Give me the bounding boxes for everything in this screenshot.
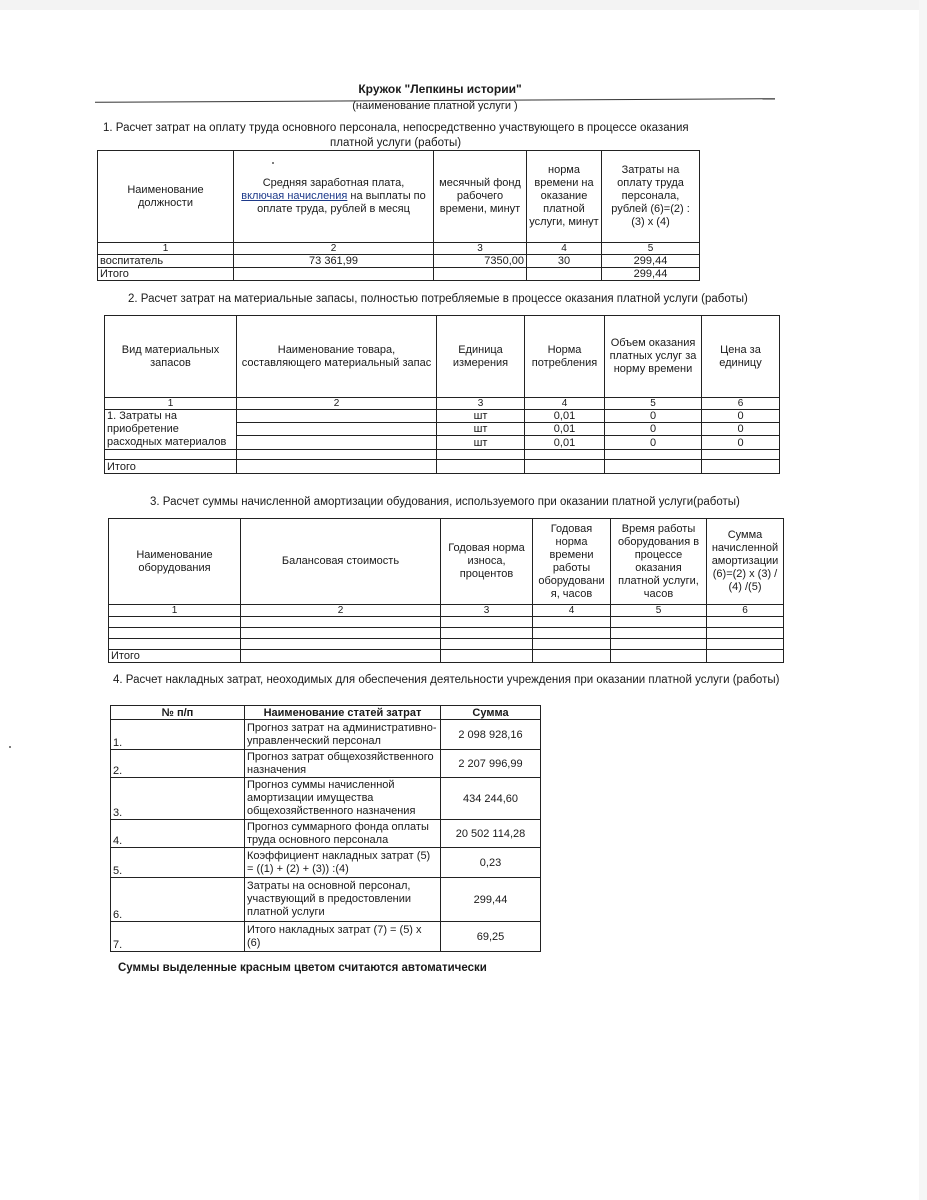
s3-blank-row <box>109 628 784 639</box>
s1-colnum: 4 <box>527 243 602 255</box>
section3-table <box>108 518 784 663</box>
s4-row <box>111 922 541 952</box>
s3-header-annual-hours: Годовая норма времени работы оборудовани я, часов <box>533 519 611 605</box>
s3-colnum: 5 <box>611 605 707 617</box>
s2-header-item: Наименование товара, составляющего материальный запас <box>237 316 437 398</box>
s2-volume: 0 <box>605 423 702 436</box>
section2-heading: 2. Расчет затрат на материальные запасы, полностью потребляемые в процессе оказания платной услуги (работы) <box>128 293 748 305</box>
s4-row <box>111 750 541 778</box>
s4-row-sum: 20 502 114,28 <box>441 820 541 848</box>
s4-row-number: 5. <box>111 848 245 878</box>
section4-header-row <box>111 706 541 720</box>
s3-header-wear: Годовая норма износа, процентов <box>441 519 533 605</box>
s2-norm: 0,01 <box>525 423 605 436</box>
section4-heading: 4. Расчет накладных затрат, неоходимых для обеспечения деятельности учреждения при оказании платной услуги (работы) <box>113 674 780 686</box>
footer-note: Суммы выделенные красным цветом считаются автоматически <box>118 962 487 974</box>
s2-header-type: Вид материальных запасов <box>105 316 237 398</box>
s4-row-name: Прогноз суммы начисленной амортизации имущества общехозяйственного назначения <box>245 778 441 820</box>
s2-price: 0 <box>702 436 780 450</box>
s4-header-number: № п/п <box>111 706 245 720</box>
s2-colnum: 5 <box>605 398 702 410</box>
s4-row-sum: 69,25 <box>441 922 541 952</box>
s2-norm: 0,01 <box>525 436 605 450</box>
s1-colnum: 1 <box>98 243 234 255</box>
s1-header-cost: Затраты на оплату труда персонала, рублей (6)=(2) : (3) х (4) <box>602 151 700 243</box>
s4-row-sum: 0,23 <box>441 848 541 878</box>
s3-header-amortization: Сумма начисленной амортизации (6)=(2) х (3) / (4) /(5) <box>707 519 784 605</box>
s4-row-name: Прогноз суммарного фонда оплаты труда основного персонала <box>245 820 441 848</box>
s1-header-fund: месячный фонд рабочего времени, минут <box>434 151 527 243</box>
section1-heading-line1: 1. Расчет затрат на оплату труда основного персонала, непосредственно участвующего в процессе оказания <box>103 122 689 134</box>
s4-row <box>111 820 541 848</box>
section1-heading-line2: платной услуги (работы) <box>330 137 462 149</box>
s1-total-value: 299,44 <box>602 268 700 281</box>
document-title: Кружок "Лепкины истории" <box>358 82 522 96</box>
s1-header-salary-link: включая начисления <box>241 190 348 202</box>
s4-row-sum: 2 207 996,99 <box>441 750 541 778</box>
s2-volume: 0 <box>605 410 702 423</box>
s2-header-price: Цена за единицу <box>702 316 780 398</box>
s4-row-number: 6. <box>111 878 245 922</box>
s2-total-row <box>105 460 780 474</box>
s3-blank-row <box>109 639 784 650</box>
s3-colnum: 2 <box>241 605 441 617</box>
s3-total-label: Итого <box>109 650 241 663</box>
document-subtitle: (наименование платной услуги ) <box>352 100 518 112</box>
s1-salary: 73 361,99 <box>234 255 434 268</box>
s1-colnum-row <box>98 243 700 255</box>
s2-total-label: Итого <box>105 460 237 474</box>
s3-blank-row <box>109 617 784 628</box>
s4-row <box>111 878 541 922</box>
s2-unit: шт <box>437 410 525 423</box>
s2-colnum: 3 <box>437 398 525 410</box>
section1-table <box>97 150 700 281</box>
s4-row-number: 3. <box>111 778 245 820</box>
s1-colnum: 5 <box>602 243 700 255</box>
s3-header-equipment: Наименование оборудования <box>109 519 241 605</box>
s4-row-name: Прогноз затрат общехозяйственного назначения <box>245 750 441 778</box>
s1-header-salary-part1: Средняя заработная плата, <box>262 177 405 189</box>
s4-row-name: Итого накладных затрат (7) = (5) х (6) <box>245 922 441 952</box>
s4-row-sum: 299,44 <box>441 878 541 922</box>
s3-colnum: 3 <box>441 605 533 617</box>
s2-price: 0 <box>702 423 780 436</box>
scan-speck <box>272 162 274 164</box>
section2-table <box>104 315 780 474</box>
s1-header-salary-part2: на выплаты по оплате труда, рублей в месяц <box>257 190 426 215</box>
s2-unit: шт <box>437 423 525 436</box>
s4-row-name: Затраты на основной персонал, участвующий в предостовлении платной услуги <box>245 878 441 922</box>
s2-colnum: 1 <box>105 398 237 410</box>
s4-header-name: Наименование статей затрат <box>245 706 441 720</box>
s1-colnum: 2 <box>234 243 434 255</box>
s1-norm: 30 <box>527 255 602 268</box>
s3-colnum-row <box>109 605 784 617</box>
s4-row-number: 7. <box>111 922 245 952</box>
section3-heading: 3. Расчет суммы начисленной амортизации обудования, используемого при оказании платной услуги(работы) <box>150 496 740 508</box>
s2-header-norm: Норма потребления <box>525 316 605 398</box>
s4-row-sum: 434 244,60 <box>441 778 541 820</box>
s3-header-book-value: Балансовая стоимость <box>241 519 441 605</box>
s3-total-row <box>109 650 784 663</box>
scan-edge-top <box>0 0 927 10</box>
s1-header-position: Наименование должности <box>98 151 234 243</box>
s2-colnum-row <box>105 398 780 410</box>
s2-norm: 0,01 <box>525 410 605 423</box>
s4-row <box>111 778 541 820</box>
s4-header-sum: Сумма <box>441 706 541 720</box>
s2-group-label: 1. Затраты на приобретение расходных материалов <box>105 410 237 450</box>
s4-row-number: 4. <box>111 820 245 848</box>
s2-header-volume: Объем оказания платных услуг за норму времени <box>605 316 702 398</box>
scan-speck <box>9 746 11 748</box>
section3-header-row <box>109 519 784 605</box>
s2-blank-row <box>105 450 780 460</box>
s1-total-label: Итого <box>98 268 234 281</box>
s2-data-row <box>105 410 780 423</box>
section4-table <box>110 705 541 952</box>
s1-total-row <box>98 268 700 281</box>
s2-colnum: 6 <box>702 398 780 410</box>
s3-colnum: 6 <box>707 605 784 617</box>
s2-price: 0 <box>702 410 780 423</box>
s4-row-number: 2. <box>111 750 245 778</box>
s3-colnum: 4 <box>533 605 611 617</box>
s3-header-service-hours: Время работы оборудования в процессе оказания платной услуги, часов <box>611 519 707 605</box>
s4-row-number: 1. <box>111 720 245 750</box>
s1-colnum: 3 <box>434 243 527 255</box>
s3-colnum: 1 <box>109 605 241 617</box>
s4-row <box>111 848 541 878</box>
s2-volume: 0 <box>605 436 702 450</box>
s1-cost: 299,44 <box>602 255 700 268</box>
s2-unit: шт <box>437 436 525 450</box>
s1-header-norm: норма времени на оказание платной услуги, минут <box>527 151 602 243</box>
s4-row <box>111 720 541 750</box>
scan-edge-right <box>919 0 927 1200</box>
s1-position: воспитатель <box>98 255 234 268</box>
s4-row-name: Коэффициент накладных затрат (5) = ((1) + (2) + (3)) :(4) <box>245 848 441 878</box>
s1-data-row <box>98 255 700 268</box>
section1-header-row <box>98 151 700 243</box>
s1-fund: 7350,00 <box>434 255 527 268</box>
s4-row-name: Прогноз затрат на административно-управленческий персонал <box>245 720 441 750</box>
s2-colnum: 4 <box>525 398 605 410</box>
s1-header-salary <box>234 151 434 243</box>
s4-row-sum: 2 098 928,16 <box>441 720 541 750</box>
s2-colnum: 2 <box>237 398 437 410</box>
section2-header-row <box>105 316 780 398</box>
s2-header-unit: Единица измерения <box>437 316 525 398</box>
